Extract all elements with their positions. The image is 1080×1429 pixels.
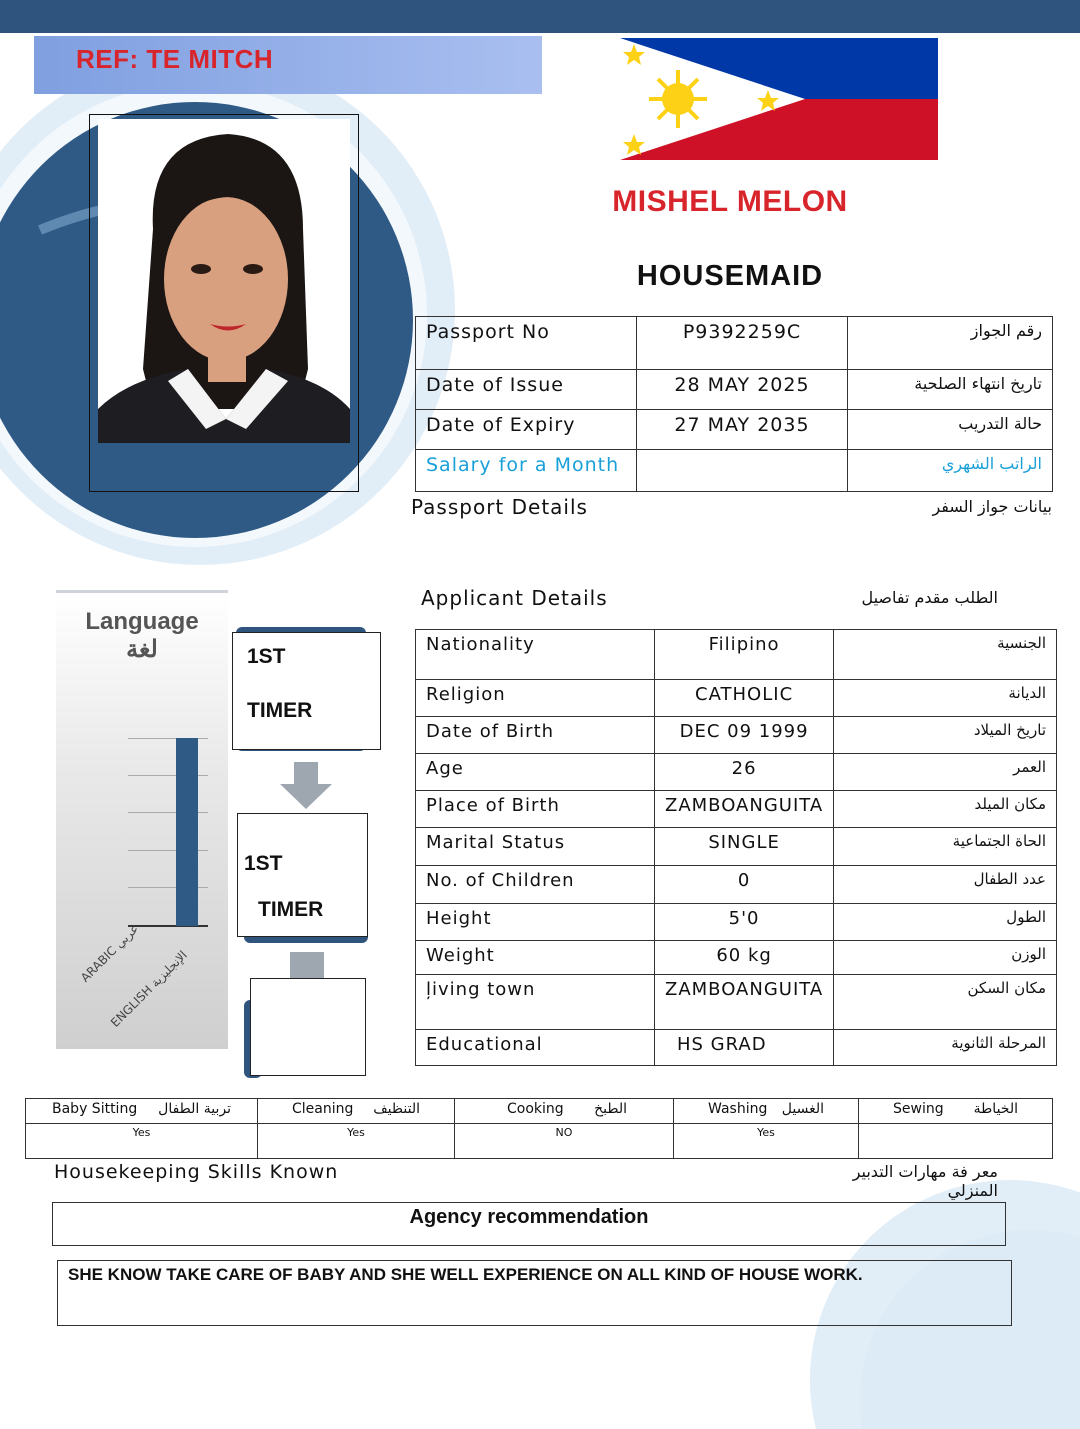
- row-label: Passport No: [416, 317, 637, 370]
- row-label: Place of Birth: [416, 791, 655, 828]
- row-label: Age: [416, 754, 655, 791]
- row-label-ar: تاريخ انتهاء الصلحية: [848, 370, 1053, 410]
- arrow-down-icon: [278, 762, 334, 810]
- row-label: No. of Children: [416, 866, 655, 904]
- passport-details-heading: Passport Details: [411, 495, 588, 519]
- experience-card-3: [250, 978, 366, 1076]
- table-row: [416, 941, 1057, 975]
- experience-card-2: [237, 813, 368, 937]
- table-row: [416, 975, 1057, 1030]
- row-label-ar: الحاة الجتماعية: [834, 828, 1057, 866]
- skill-header: [455, 1099, 674, 1124]
- table-row: [416, 904, 1057, 941]
- row-value: 0: [655, 866, 834, 904]
- skill-header: [859, 1099, 1053, 1124]
- passport-table: [415, 316, 1053, 492]
- table-row: [416, 450, 1053, 492]
- row-label: Date of Expiry: [416, 410, 637, 450]
- arrow-down-icon: [284, 952, 330, 978]
- row-label-ar: تاريخ الميلاد: [834, 717, 1057, 754]
- skill-name-ar: الخياطة: [973, 1101, 1018, 1117]
- passport-details-heading-ar: بيانات جواز السفر: [932, 497, 1052, 516]
- row-label-ar: مكان الميلد: [834, 791, 1057, 828]
- row-label: Height: [416, 904, 655, 941]
- skills-heading-ar: معر فة مهارات التدبير المنزلي: [852, 1162, 998, 1200]
- skills-header-row: [26, 1099, 1053, 1124]
- skill-name-ar: التنظيف: [373, 1101, 420, 1117]
- row-value: HS GRAD: [655, 1030, 834, 1066]
- table-row: [416, 370, 1053, 410]
- row-label: Date of Issue: [416, 370, 637, 410]
- row-label: Date of Birth: [416, 717, 655, 754]
- salary-label: Salary for a Month: [416, 450, 637, 492]
- photo-frame: [89, 114, 359, 492]
- language-label-english: ENGLISH الإنجليزية: [108, 948, 190, 1030]
- language-title: [56, 608, 228, 664]
- table-row: [416, 828, 1057, 866]
- row-value: 5'0: [655, 904, 834, 941]
- philippines-flag-icon: [620, 38, 938, 160]
- experience-card-1: [232, 632, 381, 750]
- row-label-ar: الديانة: [834, 680, 1057, 717]
- row-value: Filipino: [655, 630, 834, 680]
- row-label: Nationality: [416, 630, 655, 680]
- skill-name: Washing: [708, 1101, 768, 1117]
- applicant-table: [415, 629, 1057, 1066]
- english-level-bar: [176, 738, 198, 926]
- card-line-1: 1ST: [244, 852, 283, 875]
- row-label-ar: المرحلة الثانوية: [834, 1030, 1057, 1066]
- row-value: CATHOLIC: [655, 680, 834, 717]
- table-row: [416, 1030, 1057, 1066]
- skills-table: [25, 1098, 1053, 1159]
- skills-value-row: [26, 1124, 1053, 1159]
- row-label: Marital Status: [416, 828, 655, 866]
- applicant-details-heading-ar: الطلب مقدم تفاصيل: [861, 588, 998, 607]
- skill-value: NO: [455, 1124, 674, 1159]
- row-label-ar: العمر: [834, 754, 1057, 791]
- row-label: Weight: [416, 941, 655, 975]
- row-label: Educational: [416, 1030, 655, 1066]
- skills-heading: Housekeeping Skills Known: [54, 1161, 339, 1183]
- row-label-ar: حالة التدريب: [848, 410, 1053, 450]
- top-banner: [0, 0, 1080, 33]
- skill-header: [674, 1099, 859, 1124]
- card-line-2: TIMER: [258, 898, 324, 921]
- salary-value: [637, 450, 848, 492]
- agency-recommendation-text: SHE KNOW TAKE CARE OF BABY AND SHE WELL EXPERIENCE ON ALL KIND OF HOUSE WORK.: [57, 1260, 1012, 1326]
- row-label-ar: مكان السكن: [834, 975, 1057, 1030]
- skill-name: Cleaning: [292, 1101, 354, 1117]
- row-value: 28 MAY 2025: [637, 370, 848, 410]
- skill-value: [859, 1124, 1053, 1159]
- language-title-en: Language: [85, 608, 199, 635]
- row-label: Religion: [416, 680, 655, 717]
- table-row: [416, 680, 1057, 717]
- agency-recommendation-heading: Agency recommendation: [52, 1202, 1006, 1246]
- row-label-ar: الجنسية: [834, 630, 1057, 680]
- row-value: 27 MAY 2035: [637, 410, 848, 450]
- ref-code: REF: TE MITCH: [76, 44, 274, 74]
- salary-label-ar: الراتب الشهري: [848, 450, 1053, 492]
- table-row: [416, 866, 1057, 904]
- skill-header: [26, 1099, 258, 1124]
- applicant-name: MISHEL MELON: [612, 185, 848, 218]
- table-row: [416, 410, 1053, 450]
- skill-name: Cooking: [507, 1101, 564, 1117]
- skill-name: Sewing: [893, 1101, 944, 1117]
- table-row: [416, 754, 1057, 791]
- table-row: [416, 717, 1057, 754]
- job-title: HOUSEMAID: [636, 260, 824, 292]
- row-value: ZAMBOANGUITA: [655, 791, 834, 828]
- card-line-1: 1ST: [247, 645, 286, 668]
- language-title-ar: لغة: [126, 636, 158, 663]
- row-label-ar: رقم الجواز: [848, 317, 1053, 370]
- row-label-ar: الوزن: [834, 941, 1057, 975]
- card-line-2: TIMER: [247, 699, 313, 722]
- row-value: ZAMBOANGUITA: [655, 975, 834, 1030]
- table-row: [416, 317, 1053, 370]
- applicant-details-heading: Applicant Details: [421, 586, 608, 610]
- row-value: 60 kg: [655, 941, 834, 975]
- row-label-ar: عدد الطفال: [834, 866, 1057, 904]
- skill-value: Yes: [674, 1124, 859, 1159]
- skill-value: Yes: [258, 1124, 455, 1159]
- row-label-ar: الطول: [834, 904, 1057, 941]
- table-row: [416, 630, 1057, 680]
- language-label-arabic: ARABIC عربي: [78, 921, 142, 985]
- row-value: 26: [655, 754, 834, 791]
- row-value: P9392259C: [637, 317, 848, 370]
- skill-name-ar: تربية الطفال: [158, 1101, 231, 1117]
- row-label: ļiving town: [416, 975, 655, 1030]
- skill-name-ar: الغسيل: [781, 1101, 824, 1117]
- row-value: DEC 09 1999: [655, 717, 834, 754]
- skill-value: Yes: [26, 1124, 258, 1159]
- row-value: SINGLE: [655, 828, 834, 866]
- skill-header: [258, 1099, 455, 1124]
- skill-name-ar: الطبخ: [594, 1101, 627, 1117]
- table-row: [416, 791, 1057, 828]
- skill-name: Baby Sitting: [52, 1101, 138, 1117]
